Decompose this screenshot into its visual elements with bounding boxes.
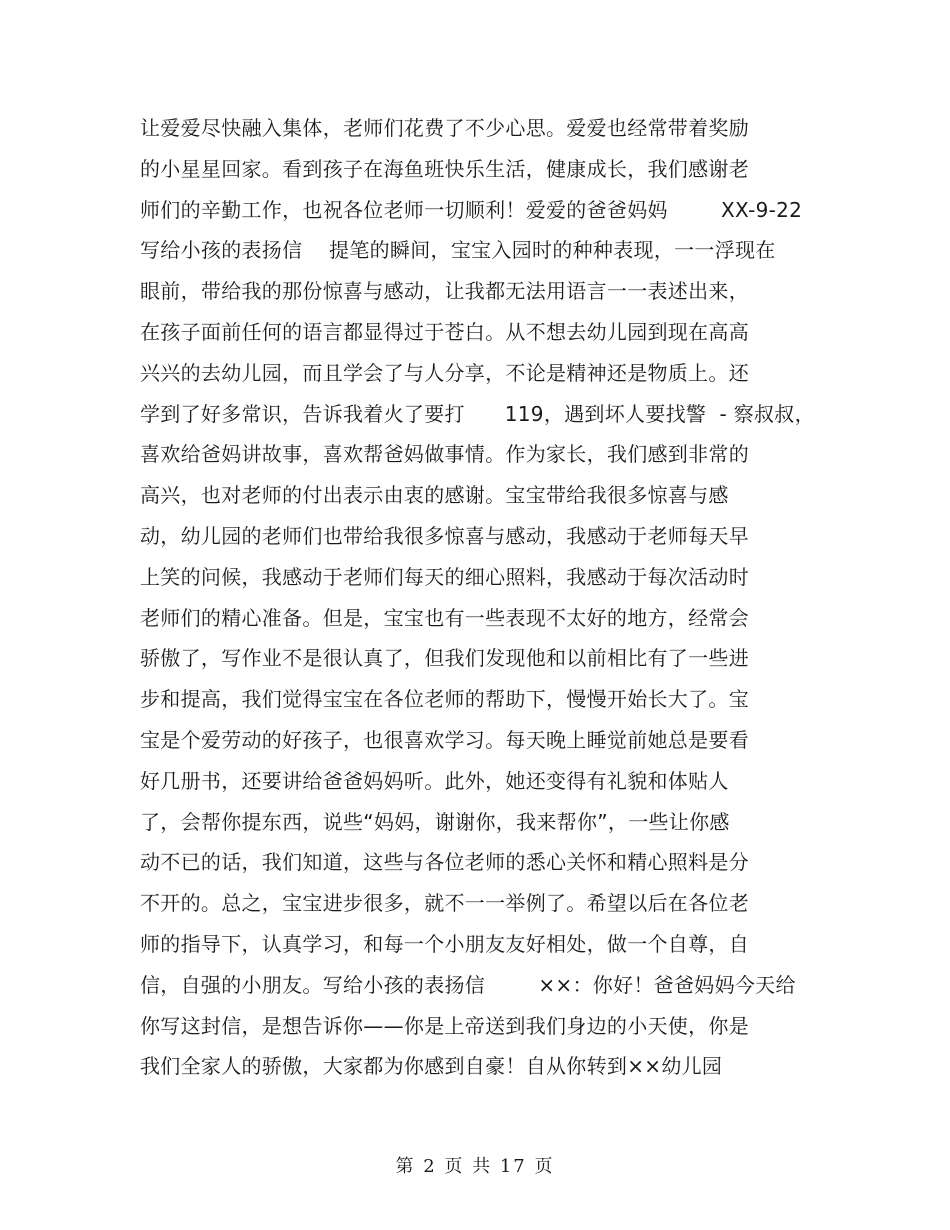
text-line: 师的指导下，认真学习，和每一个小朋友友好相处，做一个自尊，自: [140, 931, 749, 956]
text-line: 喜欢给爸妈讲故事，喜欢帮爸妈做事情。作为家长，我们感到非常的: [140, 442, 749, 467]
page-number-footer: 第 2 页 共 17 页: [395, 1156, 555, 1177]
text-line: 老师们的精心准备。但是，宝宝也有一些表现不太好的地方，经常会: [140, 605, 749, 630]
text-line: 写给小孩的表扬信 提笔的瞬间，宝宝入园时的种种表现，一一浮现在: [140, 238, 776, 263]
text-line: 信，自强的小朋友。写给小孩的表扬信 ××：你好！爸爸妈妈今天给: [140, 972, 796, 997]
text-line: 上笑的问候，我感动于老师们每天的细心照料，我感动于每次活动时: [140, 564, 749, 589]
text-line: 不开的。总之，宝宝进步很多，就不一一举例了。希望以后在各位老: [140, 891, 749, 916]
text-line: 动，幼儿园的老师们也带给我很多惊喜与感动，我感动于老师每天早: [140, 523, 749, 548]
text-line: 的小星星回家。看到孩子在海鱼班快乐生活，健康成长，我们感谢老: [140, 156, 749, 181]
text-line: 骄傲了，写作业不是很认真了，但我们发现他和以前相比有了一些进: [140, 646, 749, 671]
text-line: 步和提高，我们觉得宝宝在各位老师的帮助下，慢慢开始长大了。宝: [140, 687, 749, 712]
text-line: 我们全家人的骄傲，大家都为你感到自豪！自从你转到××幼儿园: [140, 1054, 723, 1079]
text-line: 了，会帮你提东西，说些“妈妈，谢谢你，我来帮你”，一些让你感: [140, 809, 730, 834]
text-line: 师们的辛勤工作，也祝各位老师一切顺利！爱爱的爸爸妈妈 XX-9-22: [140, 197, 803, 222]
text-line: 学到了好多常识，告诉我着火了要打 119，遇到坏人要找警 - 察叔叔，: [140, 401, 815, 426]
text-line: 在孩子面前任何的语言都显得过于苍白。从不想去幼儿园到现在高高: [140, 319, 749, 344]
text-line: 你写这封信，是想告诉你——你是上帝送到我们身边的小天使，你是: [140, 1013, 749, 1038]
text-line: 高兴，也对老师的付出表示由衷的感谢。宝宝带给我很多惊喜与感: [140, 483, 729, 508]
text-line: 眼前，带给我的那份惊喜与感动，让我都无法用语言一一表述出来，: [140, 279, 749, 304]
text-line: 好几册书，还要讲给爸爸妈妈听。此外，她还变得有礼貌和体贴人: [140, 768, 729, 793]
text-line: 宝是个爱劳动的好孩子，也很喜欢学习。每天晚上睡觉前她总是要看: [140, 727, 749, 752]
text-line: 让爱爱尽快融入集体，老师们花费了不少心思。爱爱也经常带着奖励: [140, 116, 749, 140]
text-line: 兴兴的去幼儿园，而且学会了与人分享，不论是精神还是物质上。还: [140, 360, 749, 385]
document-body: [140, 108, 815, 1087]
text-line: 动不已的话，我们知道，这些与各位老师的悉心关怀和精心照料是分: [140, 850, 749, 875]
